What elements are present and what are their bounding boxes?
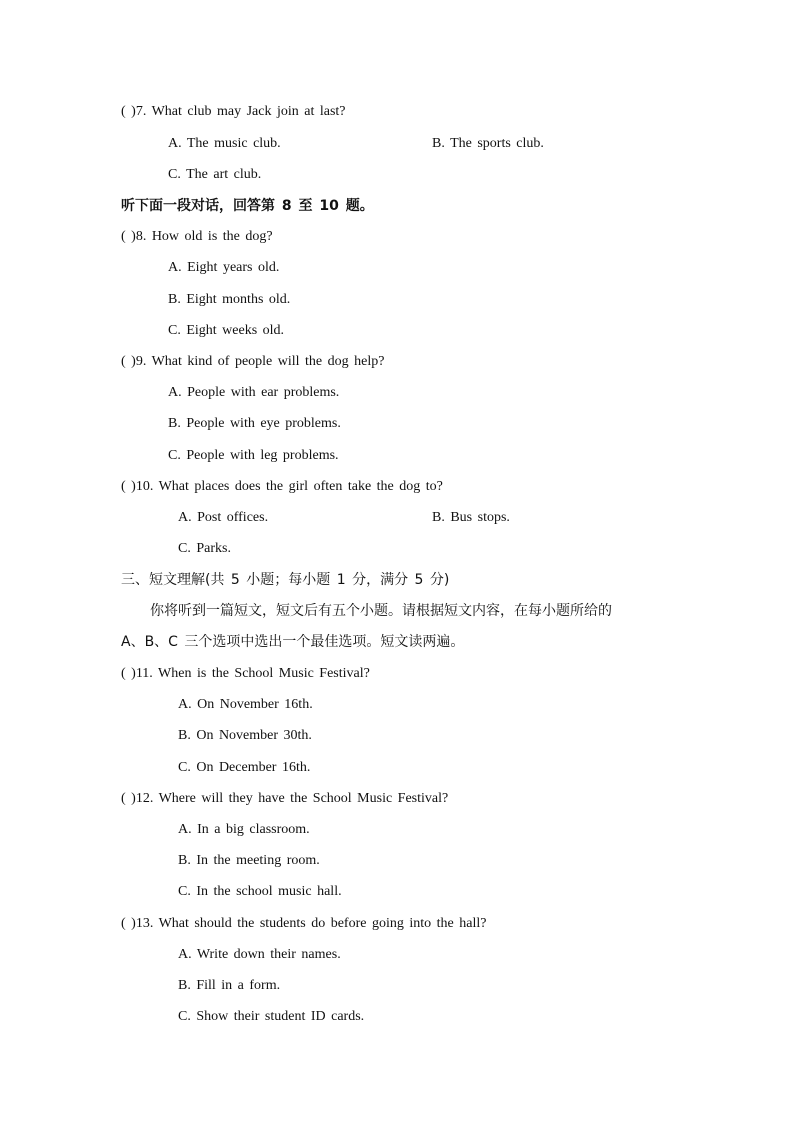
q11-option-c: C. On December 16th. — [178, 760, 311, 775]
question-9: ( )9. What kind of people will the dog help? — [121, 354, 385, 369]
q13-option-b: B. Fill in a form. — [178, 978, 281, 993]
q12-option-b: B. In the meeting room. — [178, 853, 320, 868]
q12-option-c: C. In the school music hall. — [178, 884, 342, 899]
q9-option-a: A. People with ear problems. — [168, 385, 340, 400]
q11-option-b: B. On November 30th. — [178, 728, 312, 743]
question-7: ( )7. What club may Jack join at last? — [121, 104, 346, 119]
q13-option-a: A. Write down their names. — [178, 947, 341, 962]
q7-option-c: C. The art club. — [168, 167, 262, 182]
question-12: ( )12. Where will they have the School Music Festival? — [121, 791, 449, 806]
question-13: ( )13. What should the students do before going into the hall? — [121, 916, 487, 931]
q7-option-a: A. The music club. — [168, 136, 281, 151]
q9-option-b: B. People with eye problems. — [168, 416, 341, 431]
q10-option-b: B. Bus stops. — [432, 510, 510, 525]
question-10: ( )10. What places does the girl often take the dog to? — [121, 479, 443, 494]
q8-option-a: A. Eight years old. — [168, 260, 280, 275]
q10-option-a: A. Post offices. — [178, 510, 269, 525]
question-11: ( )11. When is the School Music Festival? — [121, 666, 370, 681]
q9-option-c: C. People with leg problems. — [168, 448, 339, 463]
section-3-instruction-line-1: 你将听到一篇短文，短文后有五个小题。请根据短文内容，在每小题所给的 — [150, 603, 612, 619]
question-8: ( )8. How old is the dog? — [121, 229, 273, 244]
section-3-instruction-line-2: A、B、C 三个选项中选出一个最佳选项。短文读两遍。 — [121, 634, 465, 650]
section-3-heading: 三、短文理解(共 5 小题；每小题 1 分，满分 5 分) — [121, 572, 450, 588]
q8-option-b: B. Eight months old. — [168, 292, 291, 307]
q12-option-a: A. In a big classroom. — [178, 822, 310, 837]
q13-option-c: C. Show their student ID cards. — [178, 1009, 365, 1024]
section-note-8-10: 听下面一段对话，回答第 8 至 10 题。 — [121, 198, 374, 214]
q11-option-a: A. On November 16th. — [178, 697, 313, 712]
q10-option-c: C. Parks. — [178, 541, 231, 556]
q8-option-c: C. Eight weeks old. — [168, 323, 285, 338]
q7-option-b: B. The sports club. — [432, 136, 544, 151]
